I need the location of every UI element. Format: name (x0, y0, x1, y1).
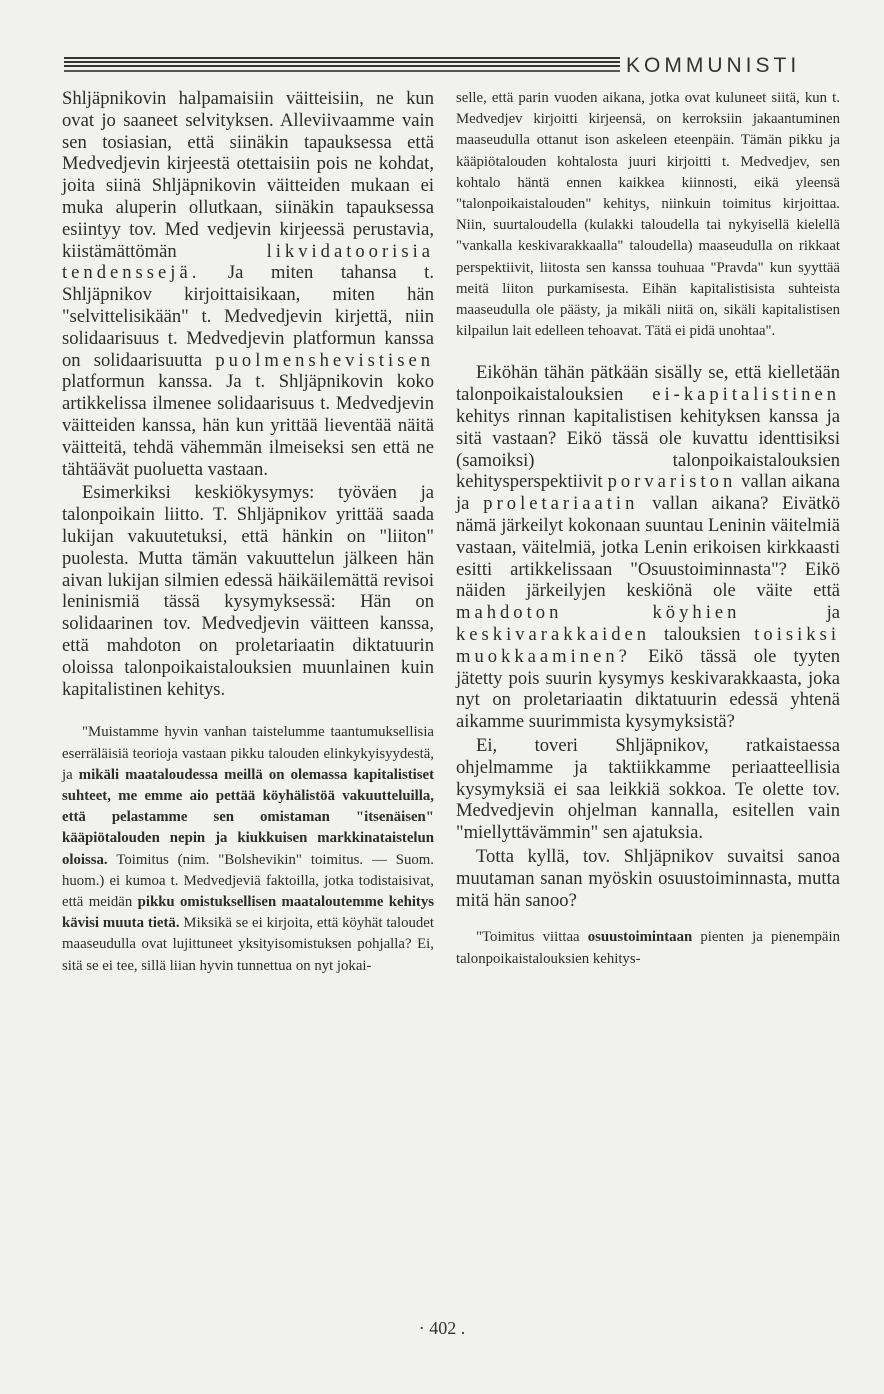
right-paragraph-3: Totta kyllä, tov. Shljäpnikov suvaitsi sanoa muutaman sanan myöskin osuustoiminnasta, mutta mitä hän sanoo? (456, 845, 840, 911)
bold-text: osuustoimintaan (587, 929, 693, 946)
right-quote-continued: selle, että parin vuoden aikana, jotka ovat kuluneet siitä, kun t. Medvedjev kirjoitti kirjeensä, on kerroksiin jakaantuminen maaseudulla ottanut ison askeleen eteenpäin. Tämän pikku ja kääpiötalouden kohtalosta juuri kirjoitti t. Medvedjev, sen kohtalo häntä ennen kaikkea kiinnosti, eikä yleensä "talonpoikaistalouden" kehitys, niinkuin toimitus kirjoittaa. Niin, suurtaloudella (kulakki taloudella tai nykyisellä kielellä "vankalla keskivarakkaalla" taloudella) maaseudulla on rikkaat perspektiivit, liitosta sen kanssa touhuaa "Pravda" kun syyttää meitä liiton purkamisesta. Eihän kapitalistisista suhteista maaseudulla ole päästy, ja mikäli niitä on, sikäli kapitalistisen kilpailun lait edelleen tehoavat. Tätä ei pidä unohtaa". (456, 90, 840, 340)
text-run: "Muistamme hyvin vanhan taistelumme taantumuksellisia eserräläisiä teorioja vastaan pikku talouden elinkykyisyydestä, ja (62, 724, 434, 783)
left-quote (62, 722, 434, 976)
header-rule (64, 57, 620, 67)
spaced-text: likvidatoorisia tendenssejä. (62, 240, 434, 284)
spaced-text: ei-kapitalistinen (652, 384, 840, 406)
spaced-text: proletariaatin (483, 493, 639, 515)
spaced-text: toisiksi muokkaaminen? (456, 624, 840, 667)
journal-title: KOMMUNISTI (626, 54, 801, 77)
right-column (456, 88, 840, 970)
right-quote (456, 927, 840, 969)
text-run: Eiköhän tähän pätkään sisälly se, että kielletään talonpoikaistalouksien (456, 362, 840, 406)
running-header (64, 50, 854, 82)
header-rule-thin (64, 70, 620, 72)
text-run: pienten ja pienempäin talonpoikaistalouksien kehitys- (456, 929, 840, 967)
spaced-text: porvariston (607, 471, 737, 493)
left-paragraph-1 (62, 88, 434, 480)
bold-text: pikku omistuksellisen maataloutemme kehitys kävisi muuta tietä. (62, 893, 435, 932)
bold-text: mikäli maataloudessa meillä on olemassa kapitalistiset suhteet, me emme aio pettää köyhälistöä vakuutteluilla, että pelastamme sen omistaman "itsenäisen" kääpiötalouden nepin ja kiukkuisen markkinataistelun oloissa. (62, 766, 435, 868)
text-run: Miksikä se ei kirjoita, että köyhät taloudet maaseudulla ovat lujittuneet yksityisomistuksen pohjalla? Ei, sitä se ei tee, sillä liian hyvin tunnettua on nyt jokai- (62, 915, 434, 974)
right-paragraph-1 (456, 362, 840, 733)
spaced-text: keskivarakkaiden (456, 624, 651, 645)
text-run: Shljäpnikovin halpamaisiin väitteisiin, ne kun ovat jo saaneet selvityksen. Alleviivaamme vain sen tosiasian, että siinäkin tapauksessa että Medvedjevin kirjeestä otettaisiin pois ne kohdat, joita siinä Shljäpnikovin väitteiden mukaan ei muka aluperin ollutkaan, siinäkin tapauksessa esiintyy tov. Med vedjevin kirjeessä perustavia, kiistämättömän (62, 88, 434, 262)
spaced-text: mahdoton köyhien (456, 602, 741, 624)
text-run: kehitys rinnan kapitalistisen kehityksen kanssa ja sitä vastaan? Eikö tässä ole kuvattu identtisiksi (samoiksi) talonpoikaistalouksien kehitysperspektiivit (456, 406, 840, 493)
text-run: vallan aikana ja (456, 471, 840, 515)
text-run: talouksien (663, 624, 741, 645)
text-run: "Toimitus viittaa (476, 929, 580, 946)
text-run: Toimitus (nim. "Bolshevikin" toimitus. — Suom. huom.) ei kumoa t. Medvedjeviä faktoilla, jotka todistaisivat, että meidän (62, 851, 434, 910)
text-run: vallan aikana? Eivätkö nämä järkeilyt kokonaan suuntau Leninin väitelmiä vastaan, väitelmiä, jotka Lenin erikoisen kirkkaasti esitti artikkelissaan "Osuustoiminnasta"? Eikö näiden järkeilyjen keskiönä ole väite että (456, 493, 840, 602)
text-run: Ja miten tahansa t. Shljäpnikov kirjoittaisikaan, miten hän "selvittelisikään" t. Medvedjevin kirjettä, niin solidaarisuus t. Medvedjevin platformun kanssa on solidaarisuutta (62, 262, 434, 371)
left-column (62, 88, 434, 977)
text-run: platformun kanssa. Ja t. Shljäpnikovin koko artikkelissa ilmenee solidaarisuus t. Medvedjevin väitteiden kanssa, hän kun yrittää lieventää näitä väitteitä, tehdä vähemmän ilmeiseksi sen että ne tähtäävät puoluetta vastaan. (62, 371, 434, 480)
page-number: · 402 . (418, 1318, 466, 1338)
right-paragraph-2: Ei, toveri Shljäpnikov, ratkaistaessa ohjelmamme ja taktiikkamme periaatteellisia kysymyksiä ei saa leikkiä sokkoa. Te olette tov. Medvedjevin ohjelman kannalla, esitellen vain "miellyttävämmin" sen ajatuksia. (456, 734, 840, 844)
spaced-text: puolmenshevistisen (215, 349, 434, 371)
text-run: Eikö tässä ole tyyten jätetty pois suurin kysymys keskivarakkaasta, joka nyt on proletariaatin diktatuurin edessä yhtenä aikamme suurimmista kysymyksistä? (456, 645, 840, 733)
left-paragraph-2: Esimerkiksi keskiökysymys: työväen ja talonpoikain liitto. T. Shljäpnikov yrittää saada lukijan vakuutetuksi, että hänkin on "liiton" puolesta. Mutta tämän vakuuttelun jälkeen hän aivan lukijan silmien edessä häikäilemättä revisoi leninismiä tässä kysymyksessä: Hän on solidaarinen tov. Medvedjevin väitteen kanssa, että mahdoton on proletariaatin diktatuurin oloissa talonpoikaistalouksien muunlainen kuin kapitalistinen kehitys. (62, 482, 434, 700)
text-run: ja (826, 602, 840, 624)
